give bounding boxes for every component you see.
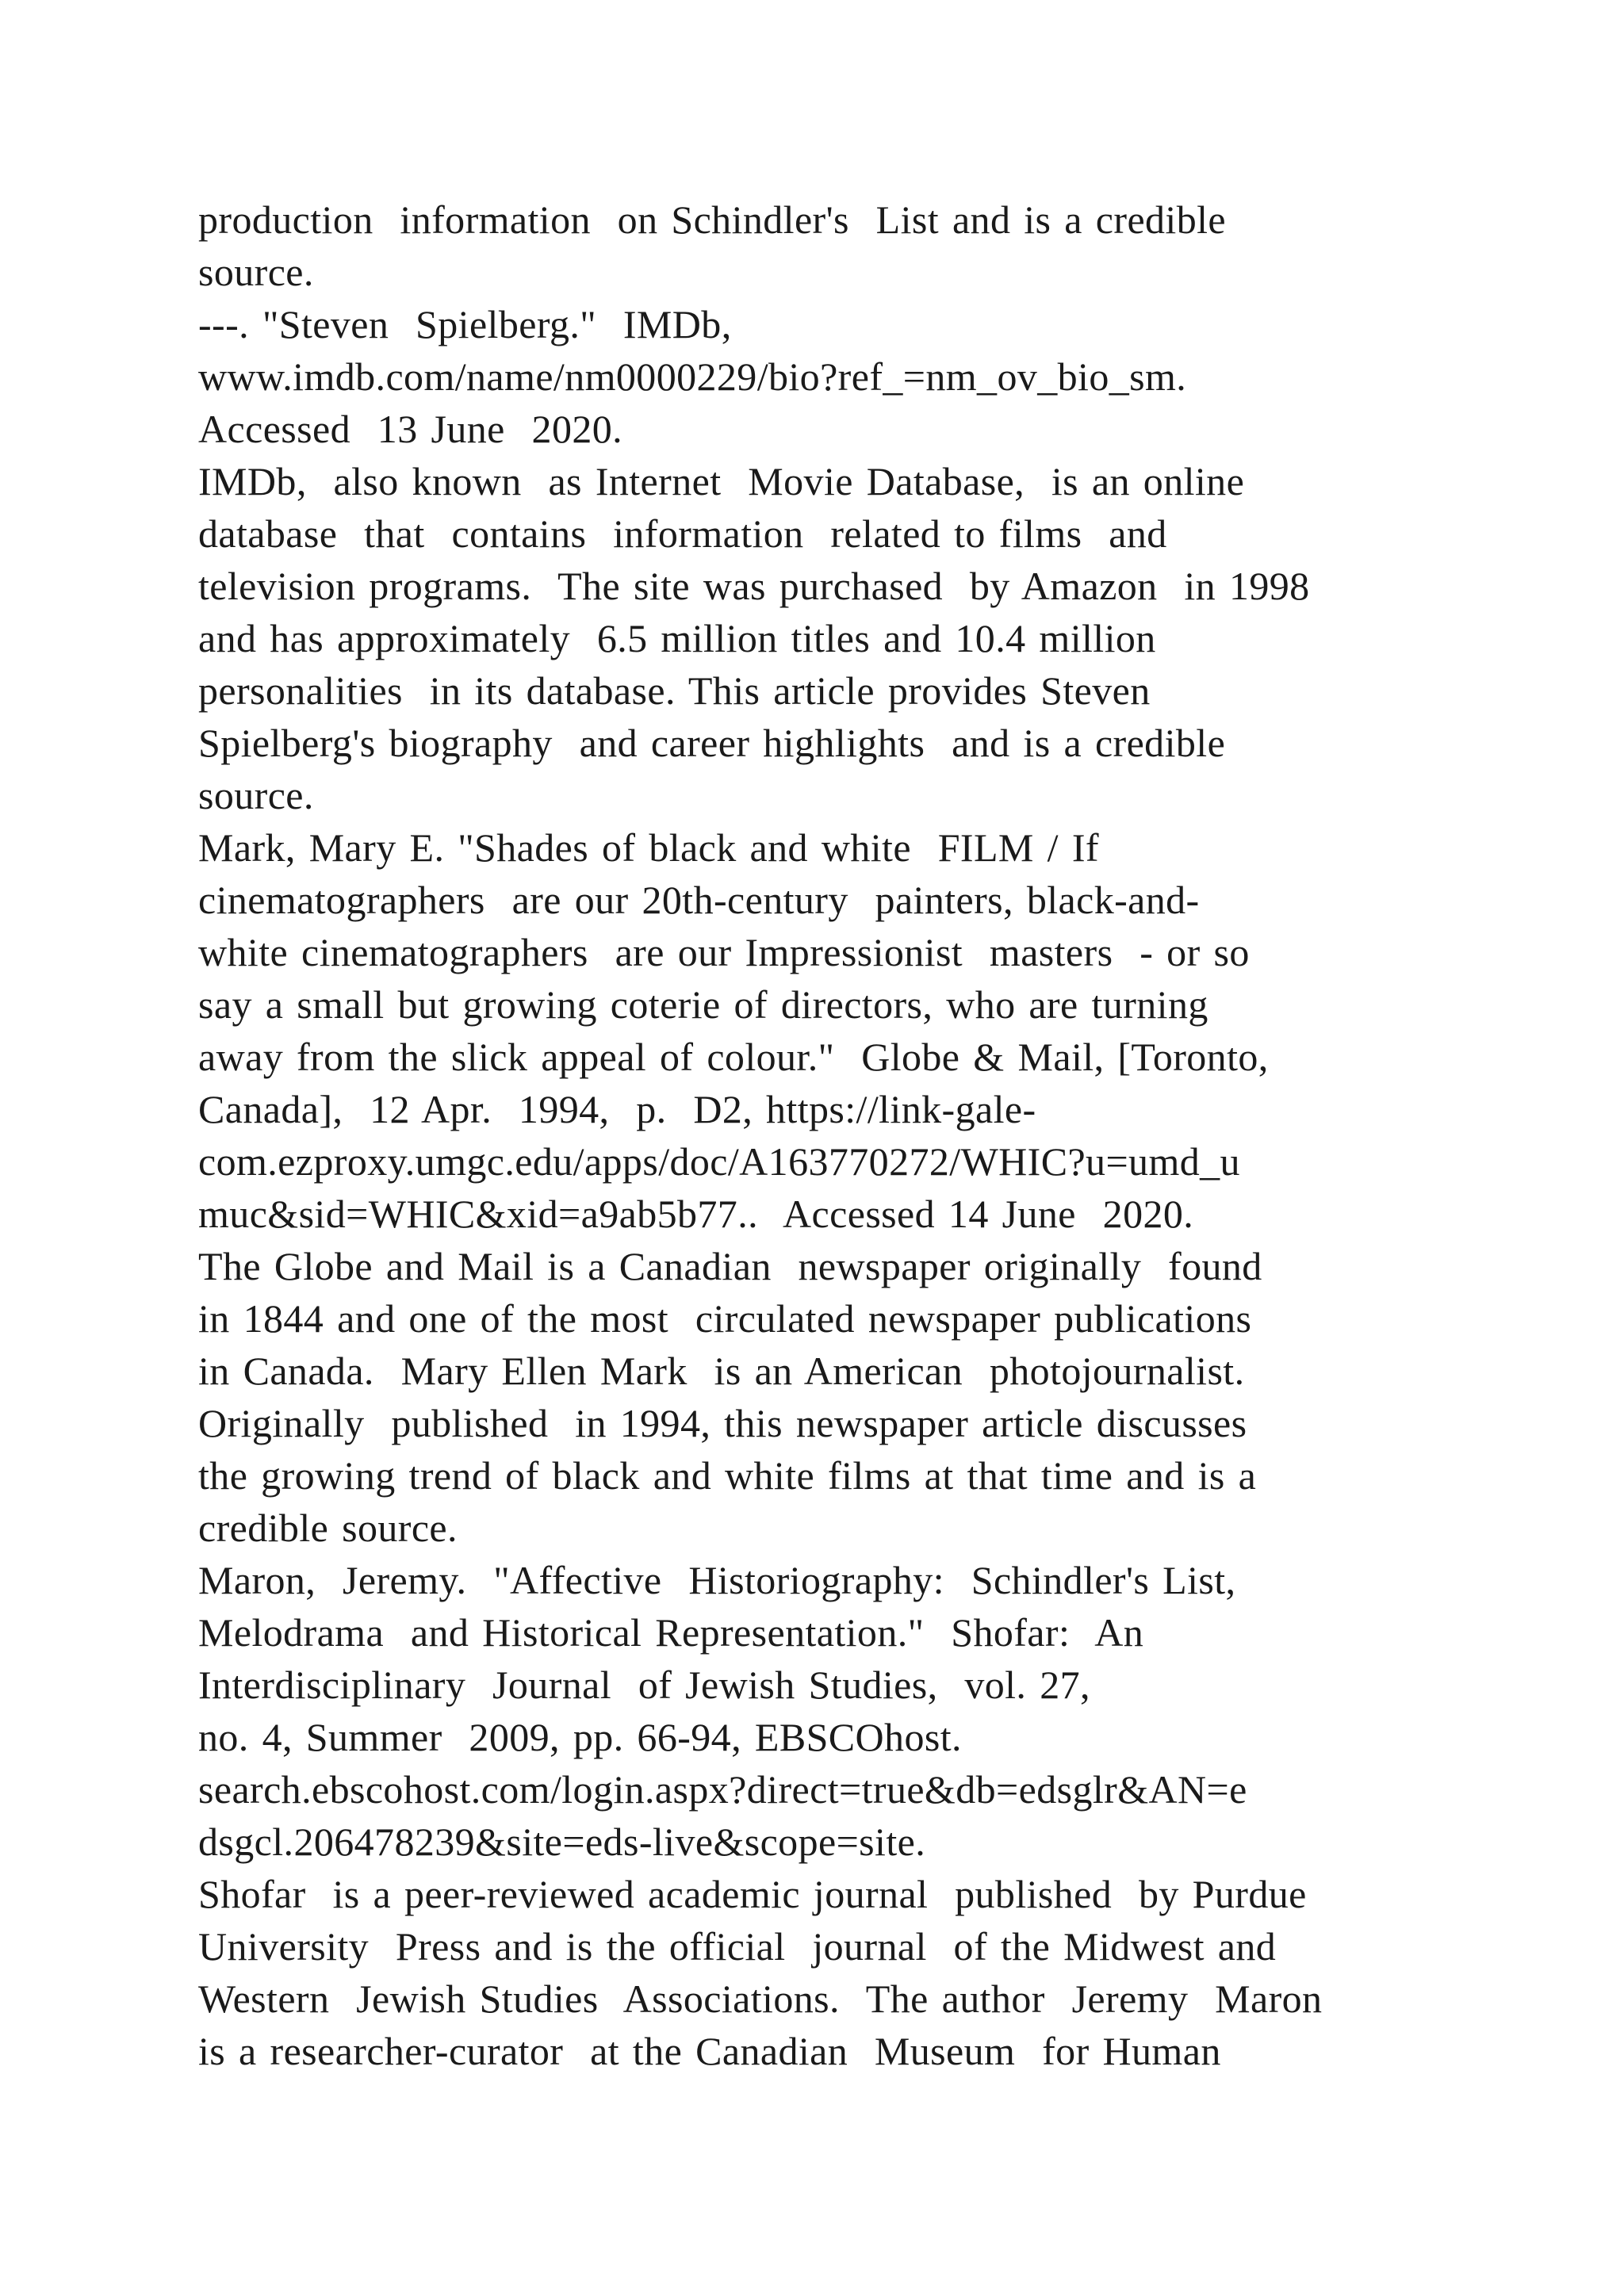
text-line: the growing trend of black and white films at that time and is a [198,1453,1257,1498]
text-line: Shofar is a peer-reviewed academic journal published by Purdue [198,1872,1307,1916]
text-line: say a small but growing coterie of directors, who are turning [198,982,1208,1027]
text-line: and has approximately 6.5 million titles and 10.4 million [198,616,1156,660]
text-line: Accessed 13 June 2020. [198,407,623,451]
text-line: ---. "Steven Spielberg." IMDb, [198,302,732,346]
text-line: Mark, Mary E. "Shades of black and white FILM / If [198,825,1099,870]
text-line: credible source. [198,1506,458,1550]
text-line: Spielberg's biography and career highlights and is a credible [198,721,1226,765]
text-line: database that contains information related to films and [198,511,1167,556]
text-line: Canada], 12 Apr. 1994, p. D2, https://link-gale- [198,1087,1036,1131]
text-line: in Canada. Mary Ellen Mark is an American photojournalist. [198,1349,1245,1393]
text-line: white cinematographers are our Impressionist masters - or so [198,930,1250,974]
text-line: production information on Schindler's List and is a credible [198,197,1227,242]
text-line: no. 4, Summer 2009, pp. 66-94, EBSCOhost. [198,1715,962,1759]
text-line: muc&sid=WHIC&xid=a9ab5b77.. Accessed 14 June 2020. [198,1192,1194,1236]
text-line: away from the slick appeal of colour." Globe & Mail, [Toronto, [198,1035,1269,1079]
text-line: television programs. The site was purchased by Amazon in 1998 [198,564,1310,608]
text-line: Originally published in 1994, this newspaper article discusses [198,1401,1247,1445]
text-line: search.ebscohost.com/login.aspx?direct=true&db=edsglr&AN=e [198,1767,1247,1812]
text-line: personalities in its database. This article provides Steven [198,668,1151,713]
text-line: source. [198,773,314,817]
text-line: cinematographers are our 20th-century painters, black-and- [198,878,1200,922]
text-line: The Globe and Mail is a Canadian newspaper originally found [198,1244,1262,1288]
text-line: dsgcl.206478239&site=eds-live&scope=site. [198,1820,926,1864]
text-line: Melodrama and Historical Representation." Shofar: An [198,1610,1144,1655]
text-line: IMDb, also known as Internet Movie Database, is an online [198,459,1245,503]
bibliography-text [198,193,1499,2077]
text-line: Western Jewish Studies Associations. The author Jeremy Maron [198,1976,1323,2021]
text-line: is a researcher-curator at the Canadian Museum for Human [198,2029,1221,2073]
text-line: Maron, Jeremy. "Affective Historiography: Schindler's List, [198,1558,1236,1602]
text-line: in 1844 and one of the most circulated newspaper publications [198,1296,1252,1341]
text-line: com.ezproxy.umgc.edu/apps/doc/A163770272/WHIC?u=umd_u [198,1139,1240,1184]
text-line: source. [198,250,314,294]
text-line: www.imdb.com/name/nm0000229/bio?ref_=nm_ov_bio_sm. [198,354,1187,399]
text-line: Interdisciplinary Journal of Jewish Studies, vol. 27, [198,1663,1090,1707]
text-line: University Press and is the official journal of the Midwest and [198,1924,1277,1969]
